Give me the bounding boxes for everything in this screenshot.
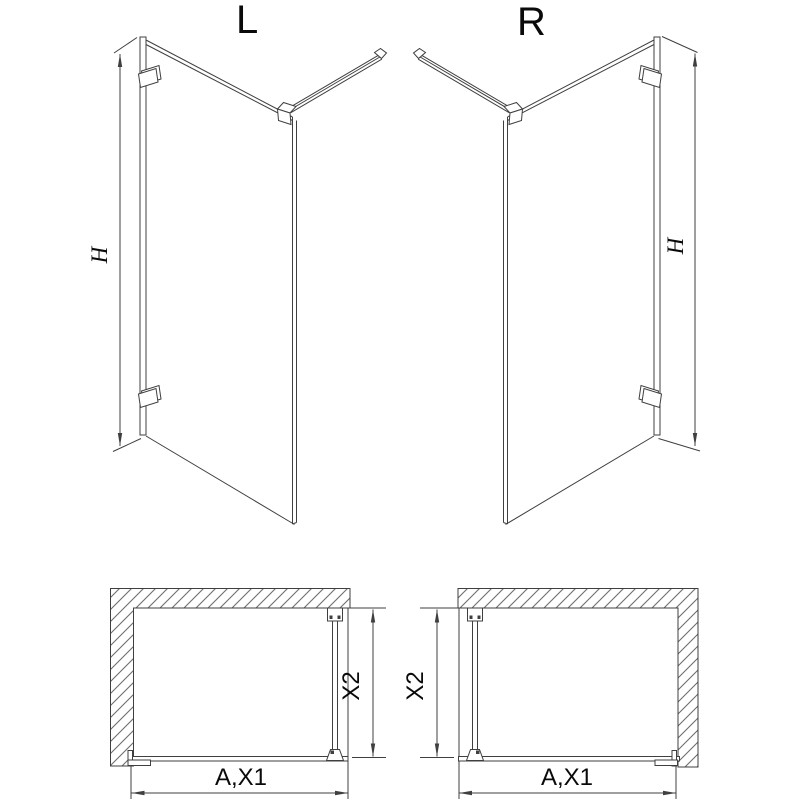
width-dimension <box>132 764 349 795</box>
view-label-left: L <box>236 0 259 42</box>
glass-panel-plan <box>459 757 680 762</box>
glass-panel <box>504 40 655 525</box>
left-3d-view <box>87 0 387 525</box>
height-label: H <box>87 246 112 264</box>
bar-wall-mount <box>328 608 343 621</box>
support-bar-plan <box>467 608 484 761</box>
depth-dimension <box>402 610 439 757</box>
depth-label: X2 <box>402 671 429 701</box>
bar-glass-foot <box>467 750 484 761</box>
glass-clamp <box>504 103 523 125</box>
depth-label: X2 <box>338 671 365 701</box>
height-dimension <box>659 37 701 452</box>
right-plan-view <box>402 589 698 800</box>
bar-wall-mount <box>468 608 483 621</box>
glass-clamp <box>278 103 297 125</box>
width-label: A,X1 <box>540 764 594 791</box>
width-dimension <box>459 764 676 795</box>
support-bar <box>414 49 512 113</box>
view-label-right: R <box>517 0 546 44</box>
right-3d-view <box>414 0 701 525</box>
height-dimension <box>87 38 141 452</box>
glass-panel <box>146 40 297 525</box>
wall-hatched <box>111 589 351 767</box>
depth-dimension <box>338 610 375 757</box>
bar-glass-foot <box>327 750 344 761</box>
width-label: A,X1 <box>214 764 268 791</box>
support-bar <box>288 49 386 113</box>
glass-panel-plan <box>132 757 349 762</box>
wall-hatched <box>458 589 698 768</box>
height-label: H <box>663 237 688 255</box>
wall-profile <box>140 37 146 435</box>
wall-profile <box>654 37 660 435</box>
left-plan-view <box>111 589 387 800</box>
